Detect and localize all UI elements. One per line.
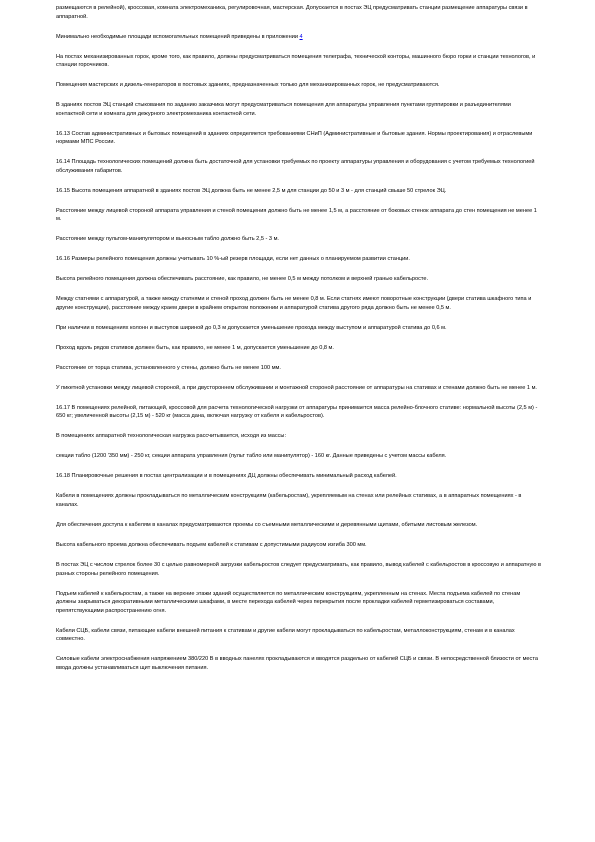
paragraph-text: 16.16 Размеры релейного помещения должны учитывать 10 %-ый резерв площади, если нет данных о планируемом развитии станции. (56, 256, 410, 263)
paragraph (56, 275, 541, 284)
paragraph-text: В помещениях аппаратной технологическая нагрузка рассчитывается, исходя из массы: (56, 433, 286, 440)
paragraph-text: 16.13 Состав административных и бытовых помещений в зданиях определяется требованиями СНиП (Административные и бытовые здания. Нормы проектирования) и отраслевыми нормами МПС России. (56, 130, 533, 146)
paragraph (56, 521, 541, 530)
paragraph (56, 344, 541, 353)
paragraph (56, 207, 541, 224)
paragraph-text: В постах ЭЦ с числом стрелок более 30 с целью равномерной загрузки кабельростов следует предусматривать, как правило, вывод кабелей с кабельростов в кроссовую и аппаратную в разных стороны релейного помещения. (56, 561, 542, 577)
paragraph-text: Для обеспечения доступа к кабелям в каналах предусматриваются проемы со съемными металлическими и деревянными щитами, обитыми листовым железом. (56, 522, 478, 528)
paragraph (56, 4, 541, 21)
paragraph-text: Расстояние между лицевой стороной аппарата управления и стеной помещения должно быть не менее 1,5 м, а расстояние от боковых стенок аппарата до стен помещения не менее 1 м. (56, 207, 537, 223)
paragraph-text: 16.14 Площадь технологических помещений должна быть достаточной для установки требуемых по проекту аппаратуры управления и оборудования с учетом требуемых технологией обслуживания габаритов. (56, 159, 535, 174)
paragraph-text: Между статнями с аппаратурой, а также между статнями и стеной проход должен быть не менее 0,8 м. Если статнях имеют поворотные конструкции (двери статива шкафного типа и другие конструкции), расстояние между краем двери в крайнем открытом положении и аппаратурой статива другого ряда должно быть не менее 0,5 м. (56, 296, 532, 311)
paragraph-text: Кабели СЦБ, кабели связи, питающие кабели внешней питания к стативам и другие кабели могут прокладываться по кабельростам, металлоконструкциям, стенам и в каналах совместно. (56, 627, 515, 643)
paragraph (56, 324, 541, 333)
paragraph (56, 404, 541, 421)
paragraph-text: Подъем кабелей к кабельростам, а также на верхние этажи зданий осуществляется по металлическим конструкциям, укрепленным на стенах. Места подъема кабелей по стенам должны закрываться декоративными металлическими шкафами, в месте перехода кабелей через перекрытия после прокладки кабелей герметизироваться составами, препятствующими распространению огня. (56, 590, 521, 614)
paragraph (56, 627, 541, 644)
paragraph (56, 384, 541, 393)
paragraph-text: Помещения мастерских и дизель-генераторов в постовых зданиях, предназначенных только для механизированных горок, не предусматриваются. (56, 82, 440, 89)
paragraph-text: Расстояние от торца статива, установленного у стены, должно быть не менее 100 мм. (56, 364, 281, 371)
paragraph-text: 16.18 Планировочные решения в постах централизации и в помещениях ДЦ должны обеспечивать минимальный расход кабелей. (56, 473, 397, 480)
paragraph-text: Высота кабельного проема должна обеспечивать подъем кабелей к стативам с допустимыми радиусом изгиба 300 мм. (56, 541, 367, 548)
paragraph-text: Кабели в помещениях должны прокладываться по металлическим конструкциям (кабельростам), укрепляемым на стенах или релейных стативах, а в аппаратных помещениях - в каналах. (56, 493, 522, 509)
paragraph-text: Проход вдоль рядов стативов должен быть, как правило, не менее 1 м, допускается уменьшение до 0,8 м. (56, 344, 334, 351)
paragraph (56, 101, 541, 118)
paragraph-text: Высота релейного помещения должна обеспечивать расстояние, как правило, не менее 0,5 м между потолком и верхней гранью кабельросте. (56, 276, 429, 283)
paragraph (56, 590, 541, 616)
paragraph-text: Силовые кабели электроснабжения напряжением 380/220 В в вводных панелях прокладываются и вводятся раздельно от кабелей СЦБ и связи. В непосредственной близости от места ввода должны устанавливаться щит выключения питания. (56, 656, 538, 671)
paragraph-text: Минимально необходимые площади вспомогательных помещений приведены в приложении (56, 33, 300, 40)
paragraph-text: 16.15 Высота помещения аппаратной в зданиях постов ЭЦ должна быть не менее 2,5 м для станции до 50 и 3 м - для станций свыше 50 стрелок ЭЦ. (56, 187, 447, 194)
paragraph-text: При наличии в помещениях колонн и выступов шириной до 0,3 м допускается уменьшение прохода между выступом и аппаратурой статива до 0,6 м. (56, 324, 447, 331)
paragraph (56, 492, 541, 509)
paragraph (56, 364, 541, 373)
paragraph (56, 561, 541, 578)
paragraph (56, 255, 541, 264)
paragraph (56, 541, 541, 550)
paragraph (56, 472, 541, 481)
paragraph-text: размещаются в релейной), кроссовая, комната электромеханика, регулировочная, мастерская. Допускается в постах ЭЦ предусматривать станции размещение аппаратуры связи в аппаратной. (56, 5, 528, 20)
paragraph (56, 81, 541, 90)
paragraph (56, 295, 541, 312)
paragraph (56, 158, 541, 175)
paragraph-text: На постах механизированных горок, кроме того, как правило, должны предусматриваться помещения телеграфа, технической конторы, машинного бюро горки и станции технологов, и станции горочников. (56, 53, 536, 69)
paragraph (56, 452, 541, 461)
paragraph-text: В зданиях постов ЭЦ станций стыкования по заданию заказчика могут предусматриваться помещения для аппаратуры управления пунктами группировки и разъединителями контактной сети и комната для дежурного электромеханика контактной сети. (56, 102, 511, 117)
paragraph (56, 655, 541, 672)
paragraph (56, 187, 541, 196)
paragraph (56, 432, 541, 441)
paragraph-text: секции табло (1200 '350 мм) - 250 кг, секции аппарата управления (пульт табло или манипулятор) - 160 кг. Данные приведены с учетом массы кабеля. (56, 453, 447, 460)
paragraph (56, 235, 541, 244)
paragraph (56, 53, 541, 70)
paragraph-text: Расстояние между пультом-манипулятором и выносным табло должно быть 2,5 - 3 м. (56, 236, 279, 243)
document-page (56, 4, 541, 684)
appendix-link[interactable]: 4 (299, 33, 303, 40)
paragraph (56, 130, 541, 147)
paragraph (56, 33, 541, 42)
paragraph-text: 16.17 В помещениях релейной, питающей, кроссовой для расчета технологической нагрузки от аппаратуры принимается масса релейно-блочного стативе: нормальной высоты (2,5 м) - 650 кг; увеличенной высоты (2,15 м) - 520 кг (масса дана, включая нагрузку от кабеля и кабельростов). (56, 404, 538, 420)
paragraph-text: У пикетной установки между лицевой стороной, а при двустороннем обслуживании и монтажной стороной расстояние от аппаратуры на стативах и стенами должно быть не менее 1 м. (56, 384, 537, 391)
